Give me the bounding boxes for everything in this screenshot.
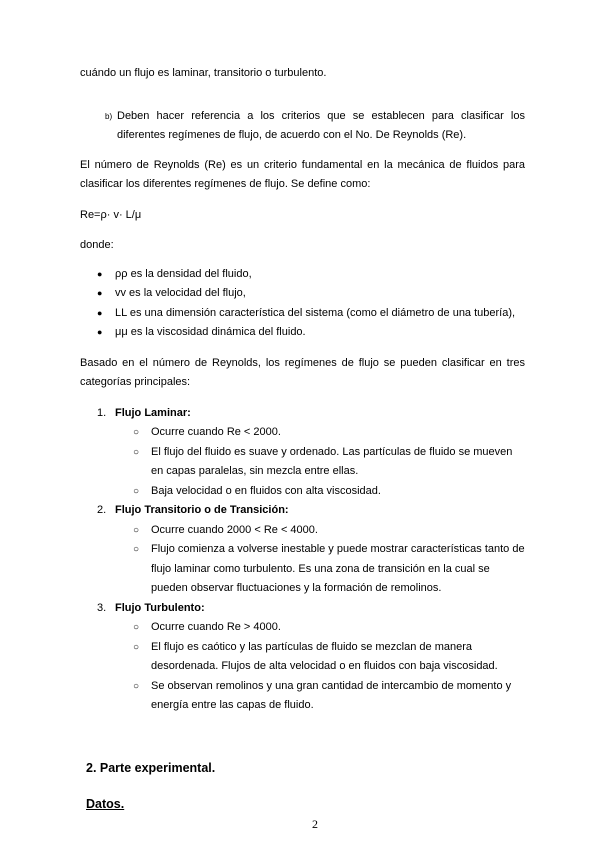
bullet-icon: ● (97, 327, 103, 337)
circle-bullet-icon: ○ (133, 622, 140, 633)
regime-point: ○ El flujo del fluido es suave y ordenado. Las partículas de fluido se mueven en capas paralelas, sin mezcla entre ellas. (115, 443, 525, 482)
circle-bullet-icon: ○ (133, 544, 140, 555)
regime-number: 3. (97, 601, 107, 614)
page-number: 2 (312, 817, 318, 831)
regime-list (80, 404, 525, 716)
document-body (80, 64, 525, 716)
regime-points (115, 521, 525, 599)
bullet-icon: ● (97, 268, 103, 279)
regime-number: 2. (97, 504, 107, 516)
list-marker-b: b) (105, 111, 113, 121)
regime-point: ○ Flujo comienza a volverse inestable y puede mostrar características tanto de flujo laminar como turbulento. Es una zona de transición en la cual se pueden observar fluctuaciones y la formación de remolinos. (115, 540, 525, 599)
reynolds-formula: Re=ρ· v· L/μ (80, 208, 142, 221)
datos-heading: Datos. (86, 797, 125, 811)
variable-item: ● LL es una dimensión característica del sistema (como el diámetro de una tubería), (80, 304, 525, 324)
regime-laminar (80, 404, 525, 502)
bullet-icon: ● (97, 307, 103, 318)
regime-point: ○ Baja velocidad o en fluidos con alta viscosidad. (115, 482, 525, 502)
regime-point: ○ Se observan remolinos y una gran cantidad de intercambio de momento y energía entre las capas de fluido. (115, 677, 525, 716)
regime-turbulento (80, 599, 525, 716)
regime-point: ○ El flujo es caótico y las partículas de fluido se mezclan de manera desordenada. Flujos de alta velocidad o en fluidos con baja viscosidad. (115, 638, 525, 677)
reynolds-definition: El número de Reynolds (Re) es un criterio fundamental en la mecánica de fluidos para clasificar los diferentes regímenes de flujo. Se define como: (80, 158, 525, 190)
intro-line: cuándo un flujo es laminar, transitorio o turbulento. (80, 67, 327, 79)
regime-point: ○ Ocurre cuando Re < 2000. (115, 423, 525, 443)
list-item-b-text: Deben hacer referencia a los criterios que se establecen para clasificar los diferentes regímenes de flujo, de acuerdo con el No. De Reynolds (Re). (117, 109, 525, 141)
donde-label: donde: (80, 239, 114, 251)
regime-point: ○ Ocurre cuando 2000 < Re < 4000. (115, 521, 525, 541)
regime-title: Flujo Laminar: (115, 406, 191, 419)
variable-item: ● μμ es la viscosidad dinámica del fluido. (80, 323, 525, 343)
regime-title: Flujo Turbulento: (115, 601, 205, 614)
list-item-b (80, 107, 525, 146)
bullet-icon: ● (97, 288, 103, 298)
circle-bullet-icon: ○ (133, 485, 140, 497)
variable-list (80, 265, 525, 343)
circle-bullet-icon: ○ (133, 680, 140, 692)
regime-number: 1. (97, 406, 107, 419)
regime-point: ○ Ocurre cuando Re > 4000. (115, 618, 525, 638)
circle-bullet-icon: ○ (133, 524, 140, 536)
regime-title: Flujo Transitorio o de Transición: (115, 504, 289, 516)
regime-points (115, 423, 525, 501)
section-heading: 2. Parte experimental. (86, 761, 216, 775)
regime-transitorio (80, 501, 525, 599)
circle-bullet-icon: ○ (133, 641, 140, 653)
circle-bullet-icon: ○ (133, 427, 140, 438)
regime-points (115, 618, 525, 716)
variable-item: ● ρρ es la densidad del fluido, (80, 265, 525, 285)
classification-intro: Basado en el número de Reynolds, los regímenes de flujo se pueden clasificar en tres categorías principales: (80, 356, 525, 388)
circle-bullet-icon: ○ (133, 446, 140, 458)
variable-item: ● vv es la velocidad del flujo, (80, 284, 525, 304)
